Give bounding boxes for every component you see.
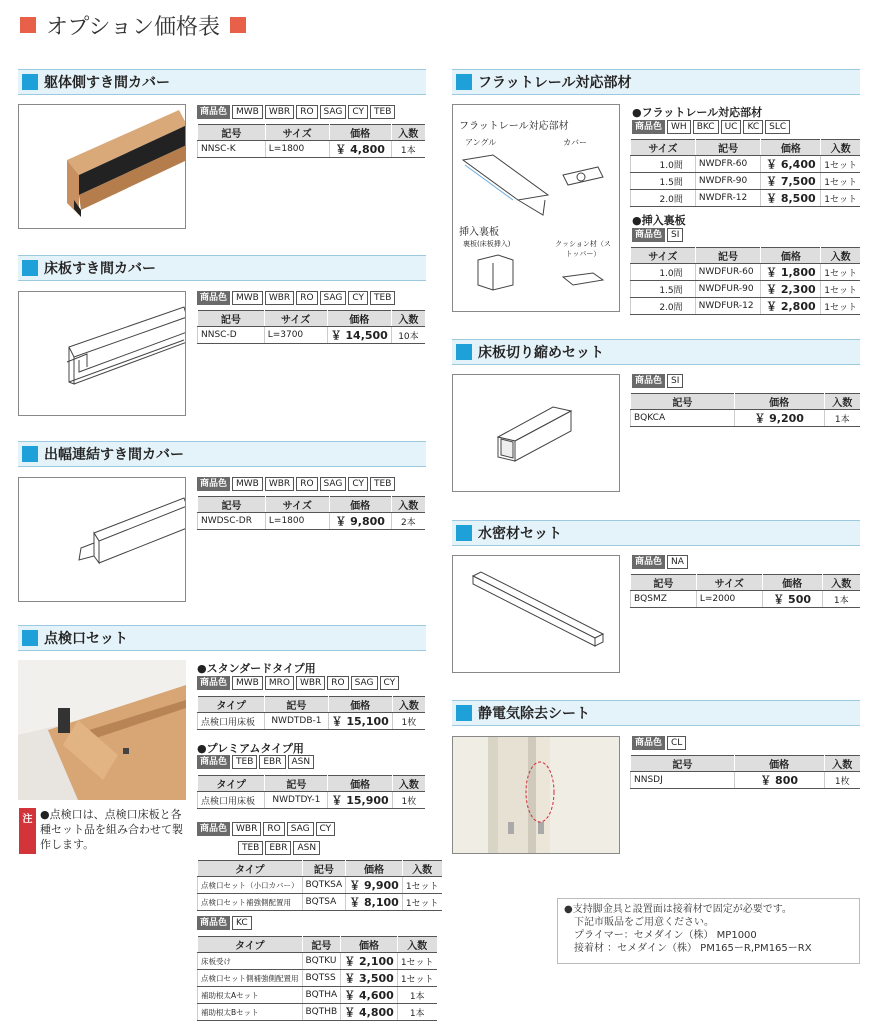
table-header-cell: タイプ <box>198 861 303 877</box>
color-chip: WBR <box>265 105 294 119</box>
img-label-urashita: 裏板(床板挿入) <box>463 240 511 248</box>
color-row-kutai <box>197 105 395 119</box>
color-chip: WBR <box>265 477 294 491</box>
table-row <box>198 877 442 894</box>
img-label-cover: カバー <box>563 138 587 147</box>
color-label: 商品色 <box>197 291 230 305</box>
table-cell: ￥ 2,300 <box>761 281 821 298</box>
table-header-cell: 記号 <box>265 776 328 792</box>
table-cell: NNSC-D <box>198 327 265 344</box>
table-header-cell: 入数 <box>821 248 860 264</box>
table-header-cell: 記号 <box>198 125 266 141</box>
table-header-cell: 入数 <box>824 756 860 772</box>
section-marker-icon <box>456 74 472 90</box>
table-cell: L=3700 <box>264 327 327 344</box>
bottom-note <box>557 898 860 964</box>
color-chip: MRO <box>265 676 294 690</box>
color-chip: SI <box>667 228 683 242</box>
price-table-seidenki <box>630 755 860 789</box>
color-row-suimitsu <box>632 555 688 569</box>
table-header-cell: 入数 <box>391 497 425 513</box>
color-chip: CY <box>316 822 336 836</box>
page-title: オプション価格表 <box>20 10 246 40</box>
product-image-dehaba <box>18 477 186 602</box>
table-row <box>198 953 437 970</box>
section-marker-icon <box>456 705 472 721</box>
color-chip: KC <box>232 916 252 930</box>
table-header-cell: 記号 <box>198 497 266 513</box>
section-header-kutai: 躯体側すき間カバー <box>18 69 426 95</box>
title-square-right-icon <box>230 17 246 33</box>
table-header-cell: 入数 <box>402 861 441 877</box>
color-chip: MWB <box>232 105 263 119</box>
section-marker-icon <box>22 74 38 90</box>
color-chip: SAG <box>320 477 347 491</box>
product-photo-tenken <box>18 660 186 800</box>
color-chip: SAG <box>320 291 347 305</box>
price-table-dehaba <box>197 496 425 530</box>
color-label: 商品色 <box>197 916 230 930</box>
table-cell: ￥ 14,500 <box>327 327 391 344</box>
table-cell: 1枚 <box>824 772 860 789</box>
price-table-kirichijime <box>630 393 860 427</box>
table-cell: 1枚 <box>392 792 425 809</box>
table-cell: 1.0間 <box>631 156 696 173</box>
section-header-tenken: 点検口セット <box>18 625 426 651</box>
color-row-premium <box>197 755 314 769</box>
color-label: 商品色 <box>632 555 665 569</box>
color-chip: BKC <box>693 120 719 134</box>
table-header-cell: 記号 <box>631 394 735 410</box>
table-row <box>198 713 426 730</box>
table-cell: NNSDJ <box>631 772 735 789</box>
section-header-yuka: 床板すき間カバー <box>18 255 426 281</box>
table-cell: 補助根太Aセット <box>198 987 303 1004</box>
color-chip: RO <box>263 822 284 836</box>
product-image-yuka <box>18 291 186 416</box>
table-header-cell: 入数 <box>392 697 425 713</box>
section-marker-icon <box>456 344 472 360</box>
table-header-cell: タイプ <box>198 776 265 792</box>
color-chip: SAG <box>351 676 378 690</box>
table-row <box>631 173 861 190</box>
table-cell: ￥ 4,600 <box>341 987 398 1004</box>
price-table-kc <box>197 936 437 1021</box>
color-chip: TEB <box>238 841 263 855</box>
table-header-cell: 入数 <box>392 776 425 792</box>
color-row-kirichijime <box>632 374 683 388</box>
product-image-flatrail <box>452 104 620 312</box>
table-cell: NWDFUR-60 <box>695 264 761 281</box>
table-header-cell: 記号 <box>198 311 265 327</box>
table-cell: 点検口セット側補強側配置用 <box>198 970 303 987</box>
note-badge: 注 <box>19 808 36 854</box>
table-row <box>631 264 861 281</box>
color-chip: ASN <box>293 841 320 855</box>
table-cell: ￥ 4,800 <box>329 141 391 158</box>
price-table-premium <box>197 775 425 809</box>
table-header-cell: サイズ <box>265 497 329 513</box>
table-cell: 2.0間 <box>631 298 696 315</box>
table-cell: NWDFR-60 <box>695 156 761 173</box>
color-chip: SLC <box>765 120 790 134</box>
table-cell: ￥ 2,800 <box>761 298 821 315</box>
color-chip: UC <box>721 120 742 134</box>
table-header-cell: 入数 <box>391 125 425 141</box>
color-label: 商品色 <box>197 477 230 491</box>
table-row <box>631 190 861 207</box>
table-cell: 1セット <box>821 281 860 298</box>
table-cell: NWDTDB-1 <box>265 713 328 730</box>
section-header-dehaba: 出幅連結すき間カバー <box>18 441 426 467</box>
color-label: 商品色 <box>197 105 230 119</box>
table-row <box>198 987 437 1004</box>
color-chip: MWB <box>232 291 263 305</box>
color-chip: CY <box>348 105 368 119</box>
table-cell: ￥ 3,500 <box>341 970 398 987</box>
table-cell: ￥ 4,800 <box>341 1004 398 1021</box>
subheading-premium: ●プレミアムタイプ用 <box>197 742 304 755</box>
table-cell: 1本 <box>391 141 425 158</box>
table-cell: 1セット <box>821 264 860 281</box>
section-marker-icon <box>22 446 38 462</box>
table-header-cell: 記号 <box>631 575 697 591</box>
table-cell: 1セット <box>821 190 860 207</box>
table-cell: ￥ 8,500 <box>761 190 821 207</box>
table-cell: NWDFR-90 <box>695 173 761 190</box>
table-cell: 1セット <box>397 953 436 970</box>
table-header-cell: 価格 <box>329 125 391 141</box>
table-header-cell: 価格 <box>734 394 824 410</box>
table-cell: 1枚 <box>392 713 425 730</box>
table-header-cell: 入数 <box>822 575 860 591</box>
table-header-cell: サイズ <box>696 575 762 591</box>
color-row-set-2 <box>238 841 320 855</box>
color-label: 商品色 <box>632 228 665 242</box>
color-chip: EBR <box>265 841 291 855</box>
section-header-seidenki: 静電気除去シート <box>452 700 860 726</box>
img-label-cushion: クッション材（ストッパー） <box>555 240 611 258</box>
color-row-set-1 <box>197 822 335 836</box>
table-cell: ￥ 9,900 <box>346 877 403 894</box>
table-cell: 点検口セット（小口カバー） <box>198 877 303 894</box>
table-cell: NWDTDY-1 <box>265 792 328 809</box>
bottom-note-line: 接着材 ：セメダイン（株） PM165ーR,PM165ーRX <box>574 943 812 954</box>
table-cell: 補助根太Bセット <box>198 1004 303 1021</box>
color-chip: TEB <box>370 105 395 119</box>
table-cell: ￥ 9,200 <box>734 410 824 427</box>
table-cell: NWDFUR-90 <box>695 281 761 298</box>
color-label: 商品色 <box>197 822 230 836</box>
color-chip: NA <box>667 555 688 569</box>
table-cell: 1セット <box>397 970 436 987</box>
table-cell: 2本 <box>391 513 425 530</box>
section-header-kirichijime: 床板切り縮めセット <box>452 339 860 365</box>
table-cell: 2.0間 <box>631 190 696 207</box>
table-header-cell: 価格 <box>762 575 822 591</box>
color-chip: ASN <box>288 755 315 769</box>
table-header-cell: 価格 <box>328 776 392 792</box>
color-chip: SAG <box>287 822 314 836</box>
color-chip: MWB <box>232 676 263 690</box>
table-header-cell: 記号 <box>695 248 761 264</box>
table-row <box>198 327 426 344</box>
color-chip: SAG <box>320 105 347 119</box>
table-header-cell: 価格 <box>734 756 824 772</box>
color-chip: WBR <box>296 676 325 690</box>
product-image-kutai <box>18 104 186 229</box>
table-cell: BQKCA <box>631 410 735 427</box>
bottom-note-line: プライマー：セメダイン（株） MP1000 <box>574 930 757 941</box>
section-marker-icon <box>456 525 472 541</box>
color-chip: RO <box>296 291 317 305</box>
subheading-insert: ●挿入裏板 <box>632 214 686 227</box>
table-cell: L=1800 <box>265 513 329 530</box>
table-header-cell: 記号 <box>265 697 328 713</box>
table-cell: L=1800 <box>265 141 329 158</box>
table-header-cell: サイズ <box>265 125 329 141</box>
price-table-flatrail <box>630 139 860 207</box>
table-cell: 1本 <box>397 1004 436 1021</box>
table-cell: 点検口用床板 <box>198 713 265 730</box>
img-label-insert: 挿入裏板 <box>459 227 499 238</box>
table-cell: ￥ 2,100 <box>341 953 398 970</box>
table-cell: 1セット <box>402 894 441 911</box>
table-row <box>198 970 437 987</box>
price-table-yuka <box>197 310 425 344</box>
table-cell: NNSC-K <box>198 141 266 158</box>
color-row-standard <box>197 676 399 690</box>
table-row <box>631 156 861 173</box>
table-cell: ￥ 6,400 <box>761 156 821 173</box>
subheading-standard: ●スタンダードタイプ用 <box>197 662 316 675</box>
table-cell: NWDFUR-12 <box>695 298 761 315</box>
table-cell: 点検口用床板 <box>198 792 265 809</box>
color-chip: SI <box>667 374 683 388</box>
table-cell: ￥ 7,500 <box>761 173 821 190</box>
table-cell: 1セット <box>821 156 860 173</box>
color-row-dehaba <box>197 477 395 491</box>
table-header-cell: サイズ <box>264 311 327 327</box>
color-chip: RO <box>327 676 348 690</box>
table-header-cell: 入数 <box>391 311 425 327</box>
table-row <box>631 281 861 298</box>
color-chip: CY <box>348 477 368 491</box>
color-chip: CY <box>380 676 400 690</box>
table-row <box>198 792 426 809</box>
table-row <box>631 298 861 315</box>
table-header-cell: 価格 <box>341 937 398 953</box>
table-cell: BQTHB <box>302 1004 341 1021</box>
table-header-cell: 入数 <box>397 937 436 953</box>
note-tenken: ●点検口は、点検口床板と各種セット品を組み合わせて製作します。 <box>40 808 183 851</box>
color-row-seidenki <box>632 736 686 750</box>
table-cell: ￥ 500 <box>762 591 822 608</box>
section-marker-icon <box>22 260 38 276</box>
table-header-cell: 価格 <box>761 140 821 156</box>
table-header-cell: 入数 <box>821 140 860 156</box>
bottom-note-line: ●支持脚金具と設置面は接着材で固定が必要です。 <box>564 904 792 915</box>
table-cell: BQTKU <box>302 953 341 970</box>
table-cell: ￥ 8,100 <box>346 894 403 911</box>
color-row-kc <box>197 916 252 930</box>
img-label-title: フラットレール対応部材 <box>459 121 569 132</box>
price-table-kutai <box>197 124 425 158</box>
color-label: 商品色 <box>632 374 665 388</box>
table-row <box>631 410 861 427</box>
color-chip: RO <box>296 477 317 491</box>
price-table-set <box>197 860 442 911</box>
color-label: 商品色 <box>632 736 665 750</box>
table-header-cell: 価格 <box>328 697 392 713</box>
table-cell: NWDFR-12 <box>695 190 761 207</box>
table-cell: BQTHA <box>302 987 341 1004</box>
table-cell: BQTSA <box>302 894 346 911</box>
color-chip: WH <box>667 120 691 134</box>
color-label: 商品色 <box>197 676 230 690</box>
table-header-cell: タイプ <box>198 937 303 953</box>
table-cell: 1セット <box>821 298 860 315</box>
table-row <box>198 1004 437 1021</box>
section-marker-icon <box>22 630 38 646</box>
bottom-note-line: 下記市販品をご用意ください。 <box>574 917 714 928</box>
table-cell: BQTKSA <box>302 877 346 894</box>
product-photo-seidenki <box>452 736 620 854</box>
table-cell: ￥ 15,900 <box>328 792 392 809</box>
table-cell: ￥ 9,800 <box>329 513 391 530</box>
color-chip: TEB <box>370 477 395 491</box>
product-image-kirichijime <box>452 374 620 492</box>
product-image-suimitsu <box>452 555 620 673</box>
table-row <box>198 513 426 530</box>
subheading-flatrail: ●フラットレール対応部材 <box>632 106 763 119</box>
table-cell: 1本 <box>397 987 436 1004</box>
table-header-cell: 価格 <box>327 311 391 327</box>
table-row <box>631 772 861 789</box>
color-chip: TEB <box>232 755 257 769</box>
table-header-cell: 記号 <box>302 937 341 953</box>
table-header-cell: サイズ <box>631 248 696 264</box>
table-header-cell: 価格 <box>346 861 403 877</box>
table-cell: NWDSC-DR <box>198 513 266 530</box>
table-header-cell: 記号 <box>302 861 346 877</box>
table-cell: 1.5間 <box>631 281 696 298</box>
table-cell: 10本 <box>391 327 425 344</box>
price-table-suimitsu <box>630 574 860 608</box>
section-header-flatrail: フラットレール対応部材 <box>452 69 860 95</box>
title-square-left-icon <box>20 17 36 33</box>
section-header-suimitsu: 水密材セット <box>452 520 860 546</box>
table-cell: L=2000 <box>696 591 762 608</box>
color-chip: KC <box>743 120 763 134</box>
price-table-standard <box>197 696 425 730</box>
color-chip: WBR <box>265 291 294 305</box>
table-cell: 1本 <box>822 591 860 608</box>
color-label: 商品色 <box>197 755 230 769</box>
table-cell: 1.0間 <box>631 264 696 281</box>
color-row-yuka <box>197 291 395 305</box>
table-cell: 点検口セット補強側配置用 <box>198 894 303 911</box>
table-row <box>631 591 861 608</box>
table-cell: 1セット <box>402 877 441 894</box>
table-cell: 1セット <box>821 173 860 190</box>
color-row-insert <box>632 228 683 242</box>
table-cell: ￥ 15,100 <box>328 713 392 730</box>
table-header-cell: 価格 <box>329 497 391 513</box>
color-chip: EBR <box>259 755 285 769</box>
price-table-insert <box>630 247 860 315</box>
table-cell: ￥ 800 <box>734 772 824 789</box>
img-label-angle: アングル <box>465 138 497 147</box>
table-cell: 床板受け <box>198 953 303 970</box>
color-label: 商品色 <box>632 120 665 134</box>
color-chip: CY <box>348 291 368 305</box>
color-chip: RO <box>296 105 317 119</box>
color-chip: MWB <box>232 477 263 491</box>
table-header-cell: 価格 <box>761 248 821 264</box>
table-header-cell: タイプ <box>198 697 265 713</box>
table-header-cell: 記号 <box>631 756 735 772</box>
table-row <box>198 141 426 158</box>
table-cell: ￥ 1,800 <box>761 264 821 281</box>
table-cell: 1.5間 <box>631 173 696 190</box>
table-header-cell: サイズ <box>631 140 696 156</box>
table-header-cell: 入数 <box>824 394 860 410</box>
color-row-flatrail <box>632 120 790 134</box>
color-chip: TEB <box>370 291 395 305</box>
table-cell: 1本 <box>824 410 860 427</box>
table-cell: BQTSS <box>302 970 341 987</box>
table-cell: BQSMZ <box>631 591 697 608</box>
table-header-cell: 記号 <box>695 140 761 156</box>
table-row <box>198 894 442 911</box>
color-chip: WBR <box>232 822 261 836</box>
color-chip: CL <box>667 736 686 750</box>
